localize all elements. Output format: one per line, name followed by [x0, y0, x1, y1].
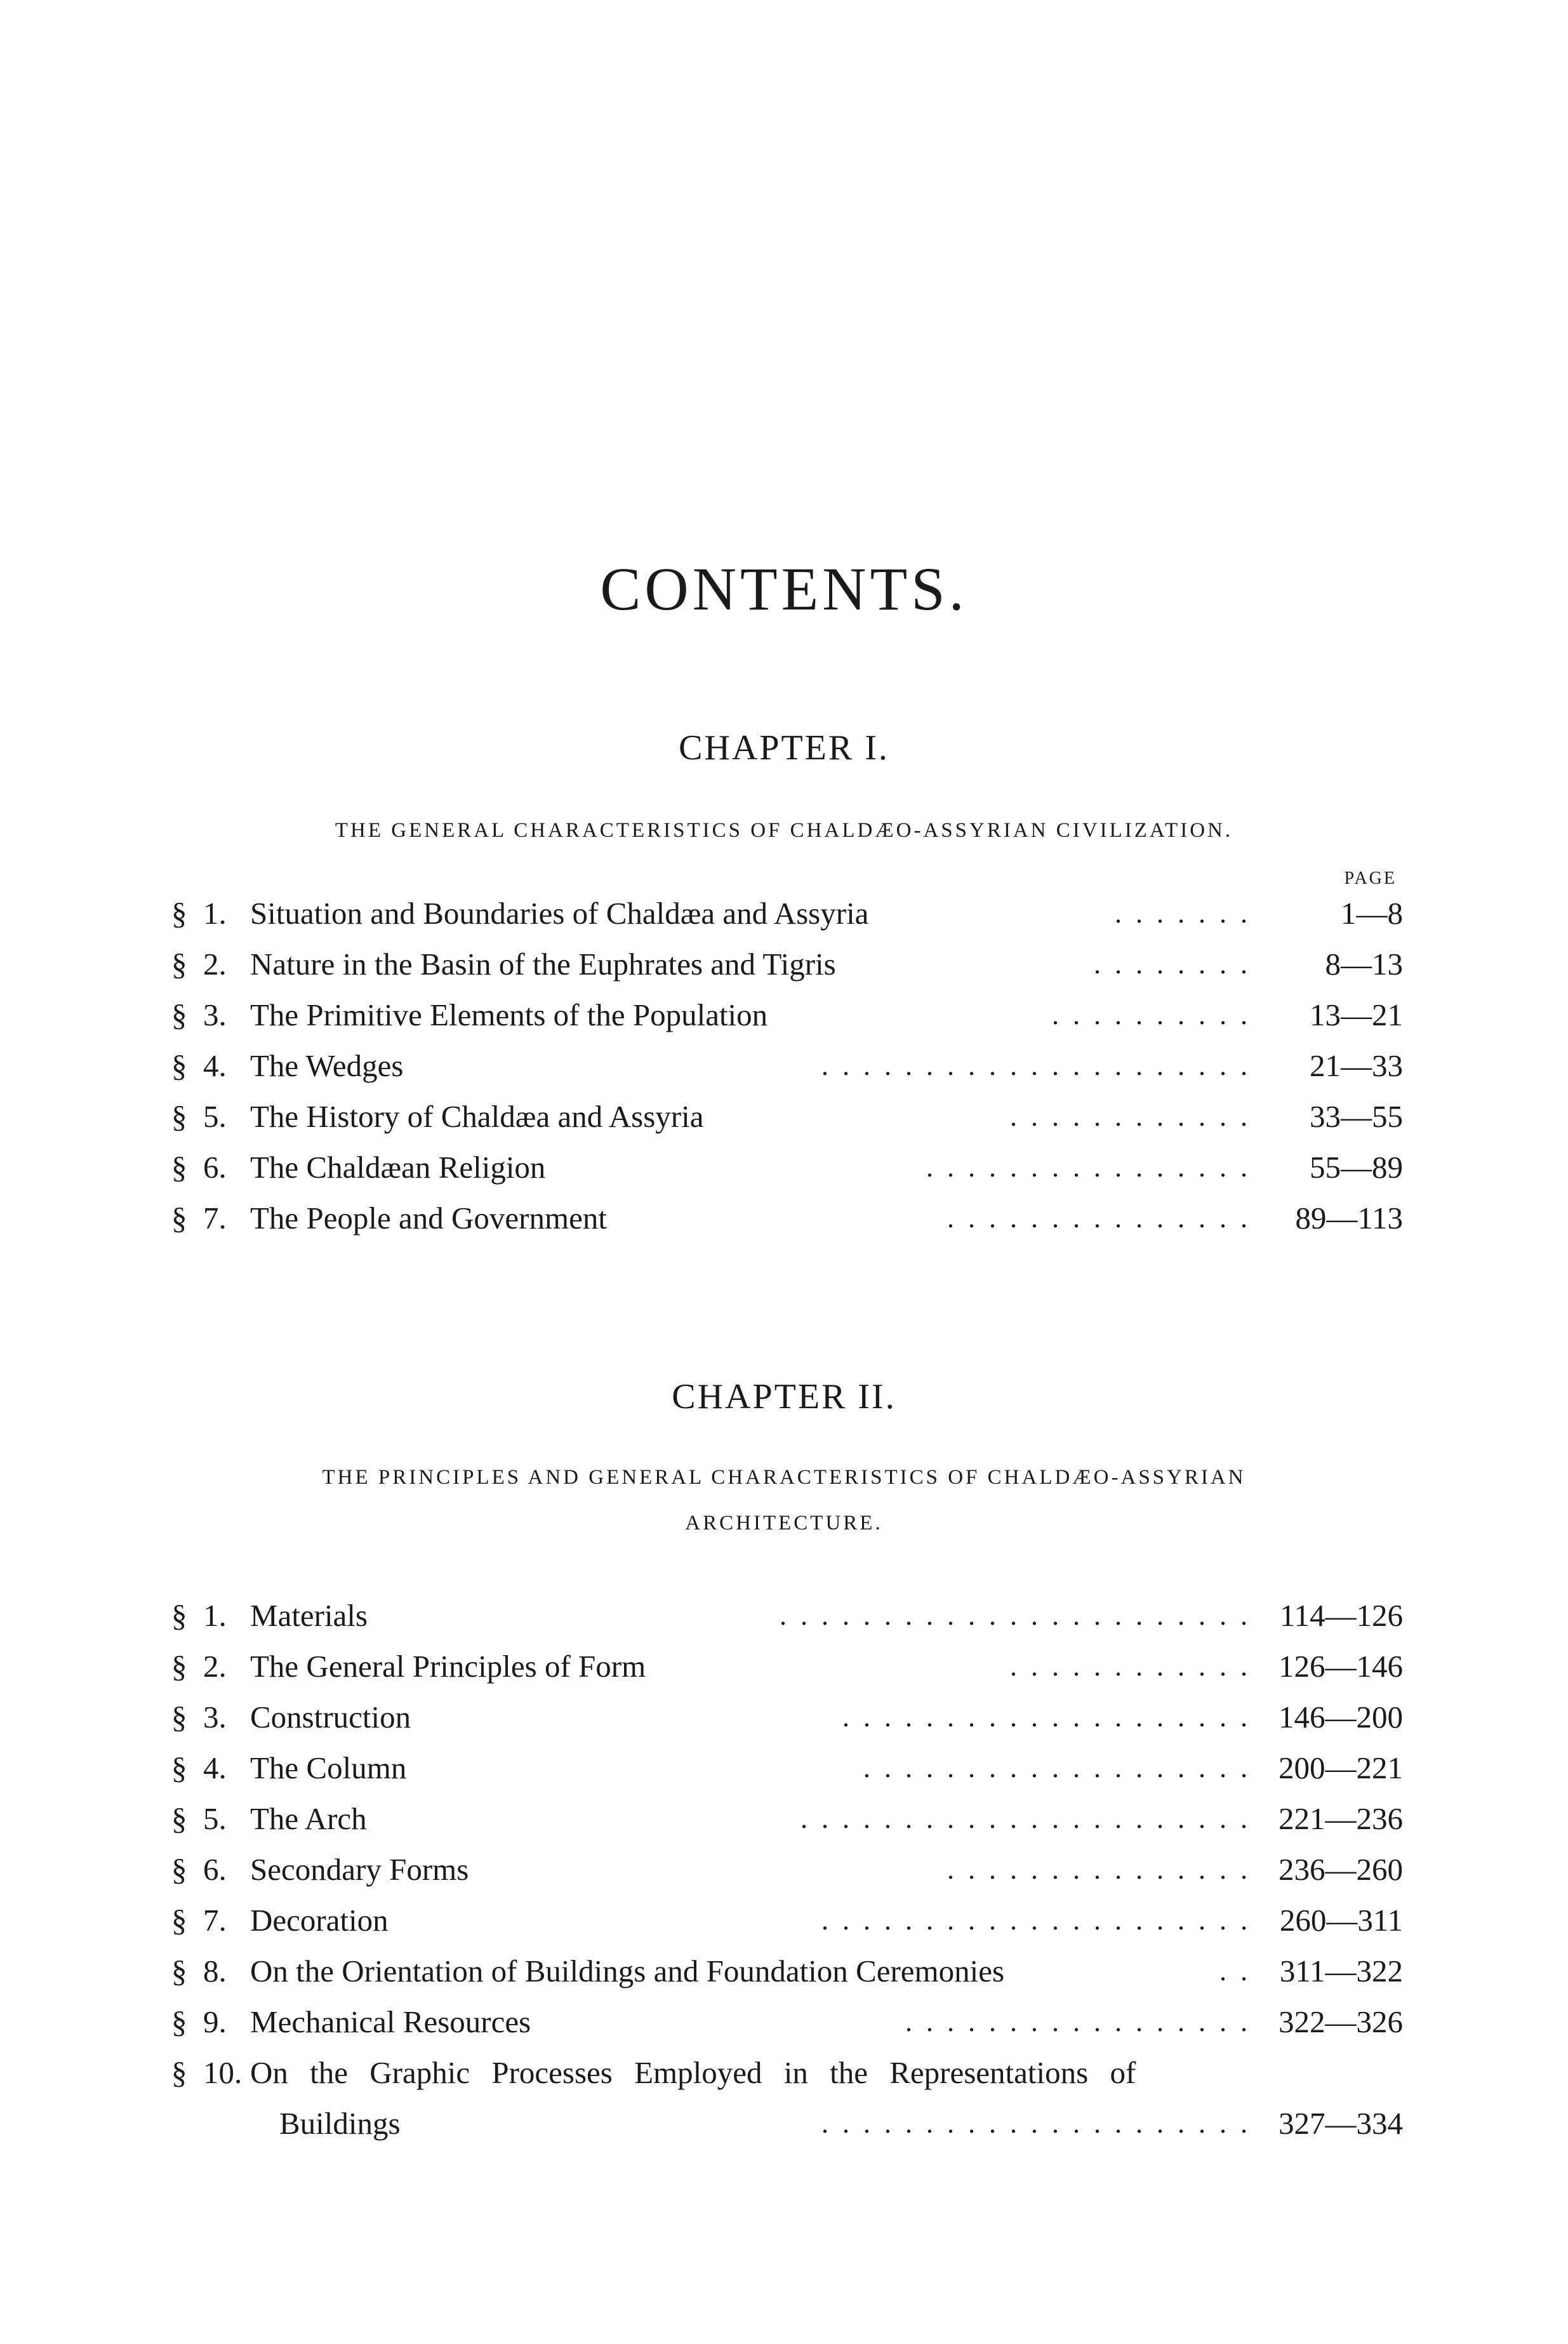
- section-title: Construction: [250, 1700, 411, 1735]
- page-range: 221—236: [1279, 1801, 1403, 1836]
- leader-dots: . . . . . . . . . . . . . . . .: [926, 1152, 1247, 1183]
- leader-dots: . . . . . . . . . . . . . . .: [947, 1854, 1247, 1885]
- page-range: 8—13: [1325, 947, 1403, 982]
- page-range: 311—322: [1279, 1954, 1403, 1988]
- leader-dots: . . . . . . . . . . . . . . . . . . . .: [842, 1701, 1247, 1733]
- section-title-line-1: On the Graphic Processes Employed in the Representations of: [250, 2055, 1136, 2090]
- section-number: 7.: [203, 1201, 227, 1235]
- section-title: Secondary Forms: [250, 1852, 469, 1887]
- section-number: 5.: [203, 1801, 227, 1836]
- page-range: 89—113: [1295, 1201, 1403, 1235]
- section-number: 8.: [203, 1954, 227, 1988]
- toc-entry[interactable]: [171, 993, 1403, 1037]
- toc-entry[interactable]: [171, 1746, 1403, 1790]
- toc-entry[interactable]: [171, 1095, 1403, 1139]
- section-sign: §: [171, 1099, 187, 1134]
- section-title: The Wedges: [250, 1048, 404, 1083]
- section-title: The People and Government: [250, 1201, 607, 1235]
- page-range: 260—311: [1279, 1903, 1403, 1938]
- section-sign: §: [171, 2055, 187, 2090]
- toc-entry-continuation[interactable]: [171, 2101, 1403, 2146]
- toc-entry[interactable]: [171, 1898, 1403, 1943]
- page-title: CONTENTS.: [600, 555, 968, 623]
- chapter-2-subtitle-line-1: THE PRINCIPLES AND GENERAL CHARACTERISTICS OF CHALDÆO-ASSYRIAN: [322, 1466, 1246, 1489]
- section-title: Mechanical Resources: [250, 2004, 531, 2039]
- section-number: 2.: [203, 947, 227, 982]
- leader-dots: . . . . . . . . . . . . . . .: [947, 1202, 1247, 1234]
- page-range: 327—334: [1279, 2106, 1403, 2141]
- section-number: 6.: [203, 1852, 227, 1887]
- section-sign: §: [171, 1801, 187, 1836]
- chapter-1-heading: CHAPTER I.: [679, 728, 889, 768]
- toc-entry[interactable]: [171, 1695, 1403, 1740]
- leader-dots: . . . . . . . . . . . . . . . . . . . . .: [821, 1050, 1247, 1081]
- section-title: The General Principles of Form: [250, 1649, 646, 1684]
- page-range: 146—200: [1279, 1700, 1403, 1735]
- section-sign: §: [171, 1201, 187, 1235]
- section-title: The Primitive Elements of the Population: [250, 997, 768, 1032]
- section-sign: §: [171, 1598, 187, 1633]
- toc-entry[interactable]: [171, 1644, 1403, 1689]
- section-sign: §: [171, 1750, 187, 1785]
- leader-dots: . .: [1219, 1955, 1247, 1987]
- leader-dots: . . . . . . .: [1115, 898, 1247, 929]
- toc-entry[interactable]: [171, 942, 1403, 987]
- toc-entry[interactable]: [171, 1797, 1403, 1841]
- leader-dots: . . . . . . . . . . . . . . . . . . . . .: [821, 1905, 1247, 1936]
- page-range: 114—126: [1279, 1598, 1403, 1633]
- section-sign: §: [171, 1852, 187, 1887]
- section-sign: §: [171, 1700, 187, 1735]
- leader-dots: . . . . . . . . . . . . . . . . . . . . . .: [801, 1803, 1247, 1834]
- toc-entry[interactable]: [171, 1848, 1403, 1892]
- section-sign: §: [171, 1649, 187, 1684]
- section-title: On the Orientation of Buildings and Foundation Ceremonies: [250, 1954, 1005, 1988]
- section-number: 6.: [203, 1150, 227, 1185]
- section-number: 1.: [203, 1598, 227, 1633]
- leader-dots: . . . . . . . . . . . .: [1010, 1101, 1247, 1132]
- section-number: 9.: [203, 2004, 227, 2039]
- section-title: Decoration: [250, 1903, 389, 1938]
- page-column-label: PAGE: [1344, 869, 1397, 888]
- toc-entry[interactable]: [171, 1594, 1403, 1638]
- section-title: The Arch: [250, 1801, 367, 1836]
- section-number: 3.: [203, 997, 227, 1032]
- section-title: The History of Chaldæa and Assyria: [250, 1099, 704, 1134]
- leader-dots: . . . . . . . . . . . .: [1010, 1651, 1247, 1682]
- page-range: 21—33: [1310, 1048, 1403, 1083]
- section-title: Materials: [250, 1598, 368, 1633]
- leader-dots: . . . . . . . .: [1094, 949, 1247, 980]
- section-sign: §: [171, 2004, 187, 2039]
- toc-entry[interactable]: [171, 1145, 1403, 1190]
- page-range: 33—55: [1310, 1099, 1403, 1134]
- section-title: Situation and Boundaries of Chaldæa and Assyria: [250, 896, 869, 931]
- section-sign: §: [171, 947, 187, 982]
- section-sign: §: [171, 997, 187, 1032]
- page-range: 126—146: [1279, 1649, 1403, 1684]
- section-title: The Column: [250, 1750, 407, 1785]
- section-number: 1.: [203, 896, 227, 931]
- leader-dots: . . . . . . . . . . . . . . . . .: [905, 2006, 1247, 2037]
- page-range: 322—326: [1279, 2004, 1403, 2039]
- chapter-2-heading: CHAPTER II.: [672, 1377, 896, 1416]
- page-range: 236—260: [1279, 1852, 1403, 1887]
- section-number: 10.: [203, 2055, 243, 2090]
- leader-dots: . . . . . . . . . .: [1052, 999, 1247, 1030]
- section-number: 4.: [203, 1750, 227, 1785]
- section-title-line-2: Buildings: [279, 2106, 401, 2141]
- section-title: Nature in the Basin of the Euphrates and Tigris: [250, 947, 836, 982]
- toc-entry[interactable]: [171, 1196, 1403, 1241]
- toc-entry[interactable]: [171, 2000, 1403, 2044]
- section-sign: §: [171, 896, 187, 931]
- page-range: 200—221: [1279, 1750, 1403, 1785]
- section-sign: §: [171, 1954, 187, 1988]
- section-number: 5.: [203, 1099, 227, 1134]
- leader-dots: . . . . . . . . . . . . . . . . . . . . . . .: [780, 1600, 1247, 1631]
- leader-dots: . . . . . . . . . . . . . . . . . . .: [863, 1752, 1247, 1783]
- chapter-2-subtitle-line-2: ARCHITECTURE.: [685, 1512, 883, 1535]
- toc-entry[interactable]: [171, 1044, 1403, 1088]
- toc-entry[interactable]: [171, 1949, 1403, 1994]
- section-number: 4.: [203, 1048, 227, 1083]
- chapter-1-subtitle: THE GENERAL CHARACTERISTICS OF CHALDÆO-ASSYRIAN CIVILIZATION.: [335, 819, 1233, 842]
- page-range: 55—89: [1310, 1150, 1403, 1185]
- section-title: The Chaldæan Religion: [250, 1150, 546, 1185]
- leader-dots: . . . . . . . . . . . . . . . . . . . . .: [821, 2108, 1247, 2139]
- section-number: 3.: [203, 1700, 227, 1735]
- section-sign: §: [171, 1150, 187, 1185]
- toc-entry[interactable]: [171, 891, 1403, 936]
- page-range: 1—8: [1341, 896, 1403, 931]
- section-number: 7.: [203, 1903, 227, 1938]
- section-sign: §: [171, 1903, 187, 1938]
- toc-entry-multiline[interactable]: [171, 2051, 1403, 2095]
- section-sign: §: [171, 1048, 187, 1083]
- section-number: 2.: [203, 1649, 227, 1684]
- page-range: 13—21: [1310, 997, 1403, 1032]
